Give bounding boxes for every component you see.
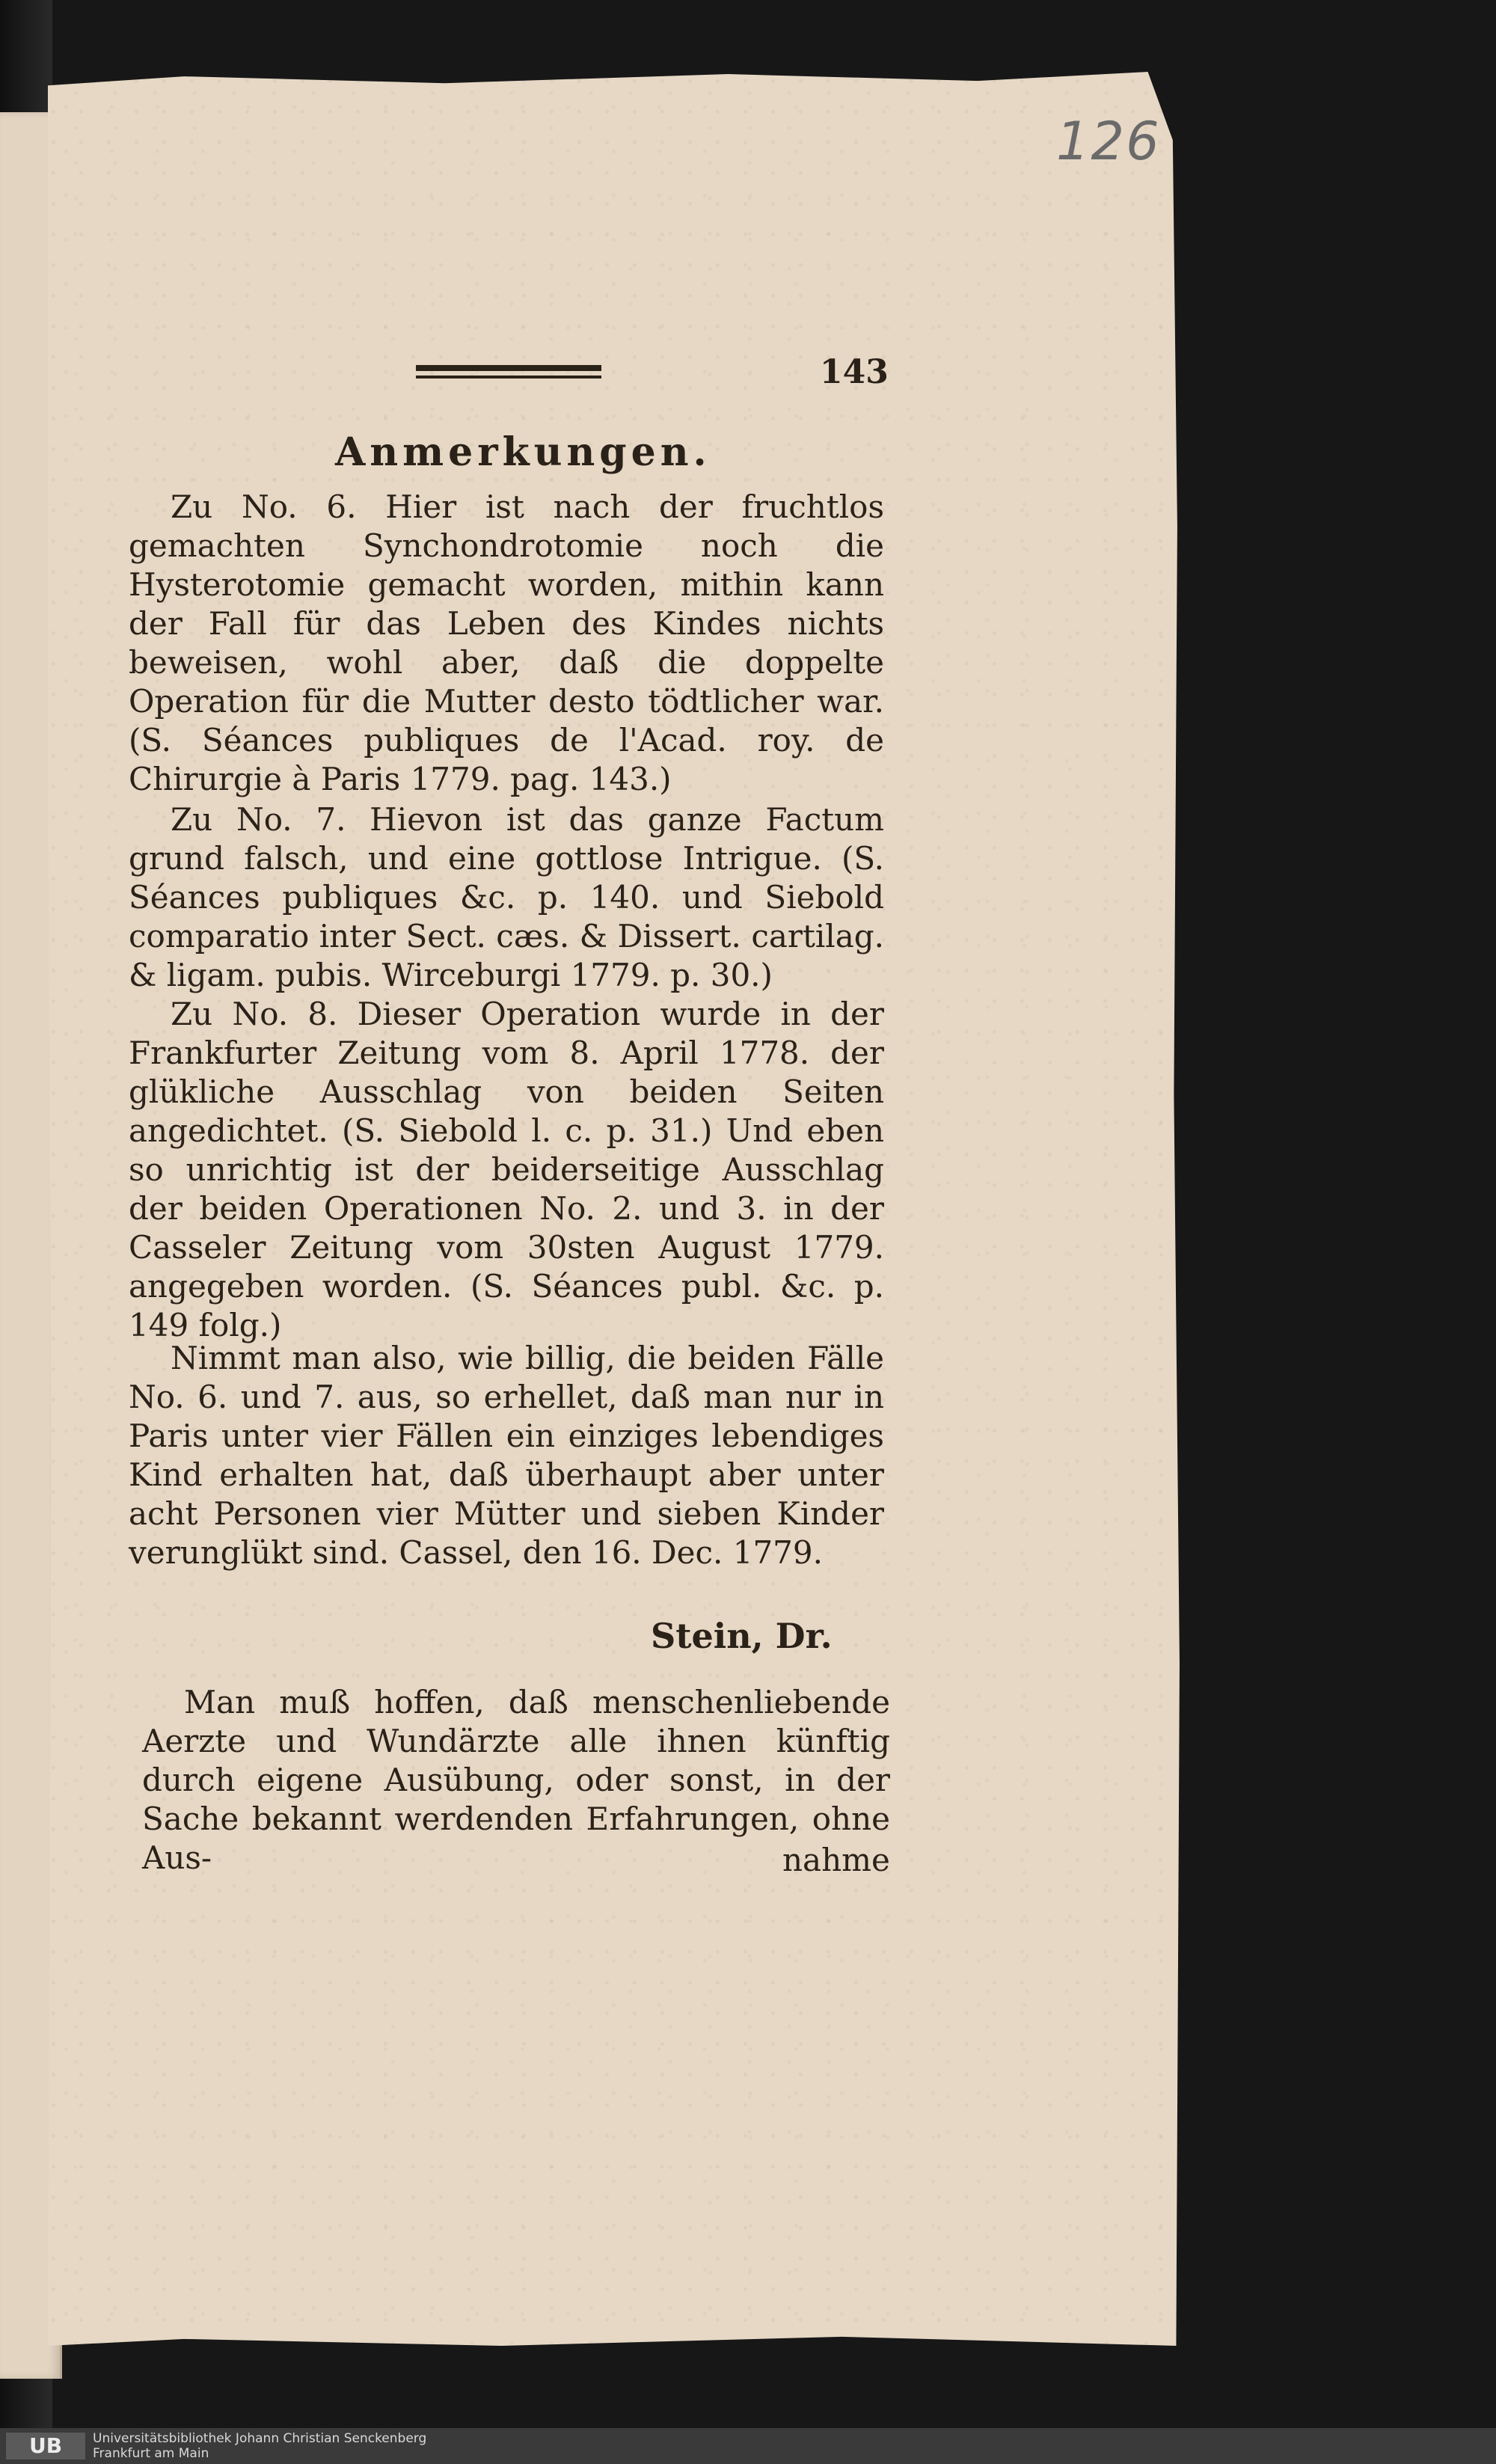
paragraph-text: Nimmt man also, wie billig, die beiden Fälle No. 6. und 7. aus, so erhellet, daß man nur in Paris unter vier Fällen ein einziges lebendiges Kind erhalten hat, daß überhaupt aber unter acht Personen vier Mütter und sieben Kinder verunglükt sind. Cassel, den 16. Dec. 1779.: [129, 1340, 884, 1571]
header-rule: [416, 365, 601, 384]
footer-location: Frankfurt am Main: [93, 2446, 209, 2461]
author-signature: Stein, Dr.: [651, 1616, 833, 1656]
paragraph-text: Zu No. 7. Hievon ist das ganze Factum grund falsch, und eine gottlose Intrigue. (S. Séances publiques &c. p. 140. und Siebold comparatio inter Sect. cæs. & Dissert. cartilag. & ligam. pubis. Wirceburgi 1779. p. 30.): [129, 801, 884, 993]
page-number: 143: [820, 353, 889, 391]
paragraph-closing: [142, 1683, 890, 1878]
paragraph-note-8: [129, 995, 884, 1345]
paragraph-note-6: [129, 488, 884, 799]
library-logo: UB: [6, 2433, 85, 2460]
catchword: nahme: [782, 1842, 890, 1878]
folio-mark: 126: [1056, 111, 1161, 172]
paragraph-note-7: [129, 800, 884, 995]
paragraph-text: Zu No. 8. Dieser Operation wurde in der Frankfurter Zeitung vom 8. April 1778. der glükliche Ausschlag von beiden Seiten angedichtet. (S. Siebold l. c. p. 31.) Und eben so unrichtig ist der beiderseitige Ausschlag der beiden Operationen No. 2. und 3. in der Casseler Zeitung vom 30sten August 1779. angegeben worden. (S. Séances publ. &c. p. 149 folg.): [129, 996, 884, 1343]
paragraph-text: Man muß hoffen, daß menschenliebende Aerzte und Wundärzte alle ihnen künftig durch eigene Ausübung, oder sonst, in der Sache bekannt werdenden Erfahrungen, ohne Aus-: [142, 1684, 890, 1876]
section-heading: Anmerkungen.: [335, 429, 711, 475]
footer-institution: Universitätsbibliothek Johann Christian Senckenberg: [93, 2431, 427, 2446]
paragraph-conclusion: [129, 1339, 884, 1572]
paragraph-text: Zu No. 6. Hier ist nach der fruchtlos gemachten Synchondrotomie noch die Hysterotomie gemacht worden, mithin kann der Fall für das Leben des Kindes nichts beweisen, wohl aber, daß die doppelte Operation für die Mutter desto tödtlicher war. (S. Séances publiques de l'Acad. roy. de Chirurgie à Paris 1779. pag. 143.): [129, 488, 884, 797]
